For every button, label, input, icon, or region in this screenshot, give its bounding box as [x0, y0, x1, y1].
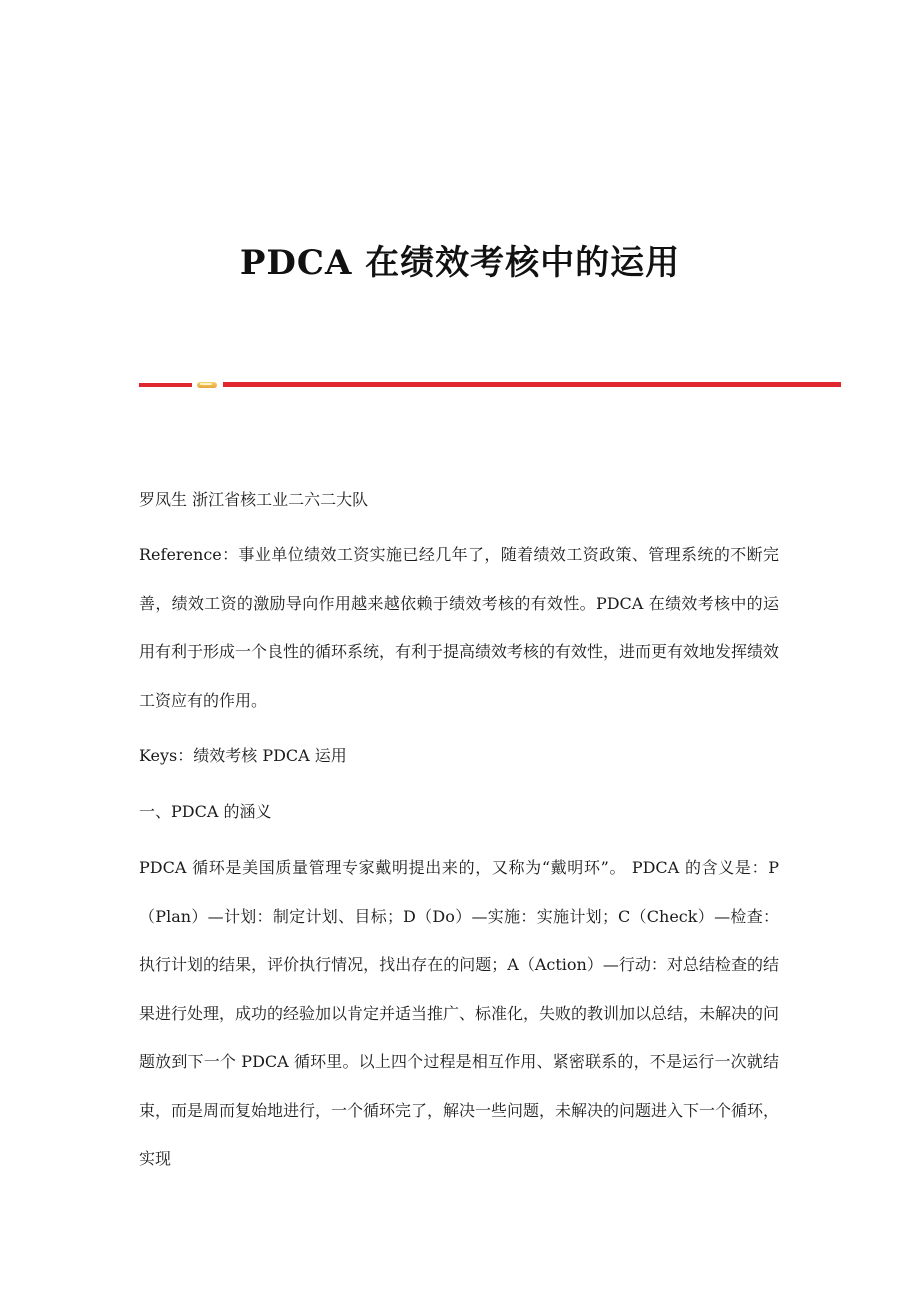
body-paragraph: PDCA 循环是美国质量管理专家戴明提出来的，又称为“戴明环”。 PDCA 的含义是：P（Plan）—计划：制定计划、目标；D（Do）—实施：实施计划；C（Check）—检查：执行计划的结果，评价执行情况，找出存在的问题；A（Action）—行动：对总结检查的结果进行处理，成功的经验加以肯定并适当推广、标准化，失败的教训加以总结，未解决的问题放到下一个 PDCA 循环里。以上四个过程是相互作用、紧密联系的，不是运行一次就结束，而是周而复始地进行，一个循环完了，解决一些问题，未解决的问题进入下一个循环，实现	[139, 858, 780, 1168]
keywords-line: Keys：绩效考核 PDCA 运用	[139, 746, 347, 765]
reference-abstract: Reference：事业单位绩效工资实施已经几年了，随着绩效工资政策、管理系统的不断完善，绩效工资的激励导向作用越来越依赖于绩效考核的有效性。PDCA 在绩效考核中的运用有利于形成一个良性的循环系统，有利于提高绩效考核的有效性，进而更有效地发挥绩效工资应有的作用。	[139, 545, 780, 710]
section-heading: 一、PDCA 的涵义	[139, 802, 272, 821]
document-title: PDCA 在绩效考核中的运用	[239, 242, 681, 283]
divider-left-segment	[139, 383, 192, 387]
divider-right-segment	[223, 382, 841, 387]
divider-ornament-icon	[197, 382, 217, 388]
title-divider	[139, 380, 841, 390]
author-line: 罗凤生 浙江省核工业二六二大队	[139, 490, 369, 509]
